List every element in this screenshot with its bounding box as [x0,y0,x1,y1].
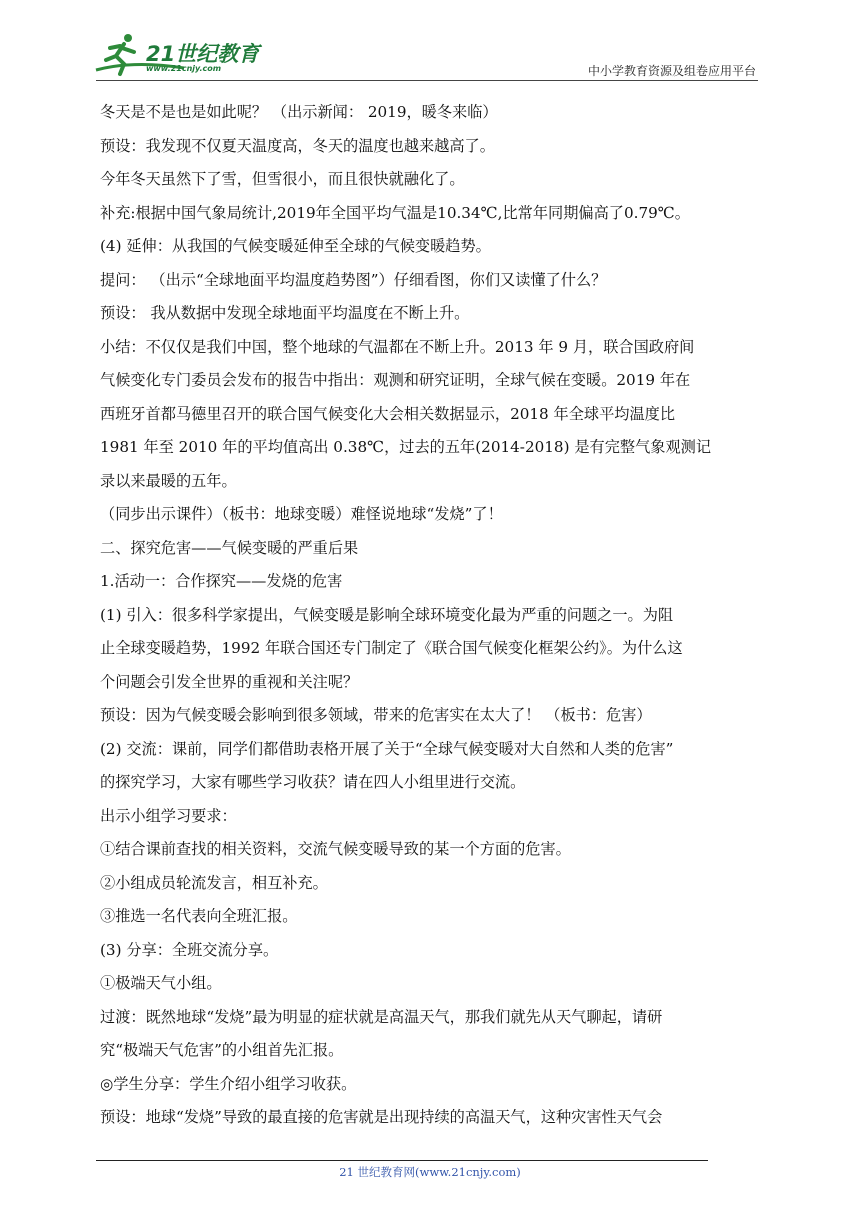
text-line: 录以来最暖的五年。 [100,471,237,490]
text-line: ①结合课前查找的相关资料，交流气候变暖导致的某一个方面的危害。 [100,840,571,858]
text-line: 预设：因为气候变暖会影响到很多领域，带来的危害实在太大了！ （板书：危害） [100,706,652,724]
text-line: (1) 引入：很多科学家提出，气候变暖是影响全球环境变化最为严重的问题之一。为阻 [100,605,674,624]
text-line: 预设： 我从数据中发现全球地面平均温度在不断上升。 [100,304,470,322]
text-line: 预设：地球“发烧”导致的最直接的危害就是出现持续的高温天气，这种灾害性天气会 [100,1108,663,1126]
page-header [0,0,860,80]
logo-text: 21世纪教育 [146,42,260,66]
text-line: 的探究学习，大家有哪些学习收获？请在四人小组里进行交流。 [100,773,526,791]
text-line: 冬天是不是也是如此呢？ （出示新闻： 2019，暖冬来临） [100,103,498,121]
page-footer: 21 世纪教育网(www.21cnjy.com) [339,1165,521,1179]
text-line: 补充:根据中国气象局统计,2019年全国平均气温是10.34℃,比常年同期偏高了0.79℃。 [100,203,690,222]
header-divider [96,80,758,81]
text-line: 过渡：既然地球“发烧”最为明显的症状就是高温天气，那我们就先从天气聊起，请研 [100,1007,663,1026]
text-line: ①极端天气小组。 [100,974,222,992]
text-line: 1981 年至 2010 年的平均值高出 0.38℃，过去的五年(2014-2018) 是有完整气象观测记 [100,438,712,456]
logo-url: www.21cnjy.com [146,64,222,73]
text-line: 1.活动一：合作探究——发烧的危害 [100,572,343,590]
section-heading: 二、探究危害——气候变暖的严重后果 [100,538,359,557]
text-line: ◎学生分享：学生介绍小组学习收获。 [100,1074,357,1093]
text-line: 个问题会引发全世界的重视和关注呢？ [100,672,359,691]
text-line: 出示小组学习要求： [100,806,237,825]
text-line: 预设：我发现不仅夏天温度高，冬天的温度也越来越高了。 [100,136,495,155]
text-line: （同步出示课件）（板书：地球变暖）难怪说地球“发烧”了！ [100,505,503,523]
text-line: ③推选一名代表向全班汇报。 [100,907,298,925]
text-line: (3) 分享：全班交流分享。 [100,940,279,959]
text-line: ②小组成员轮流发言，相互补充。 [100,873,328,892]
text-line: 究“极端天气危害”的小组首先汇报。 [100,1041,344,1059]
text-line: 提问： （出示“全球地面平均温度趋势图”）仔细看图，你们又读懂了什么？ [100,270,607,289]
footer-divider [96,1160,708,1161]
text-line: 气候变化专门委员会发布的报告中指出：观测和研究证明，全球气候在变暖。2019 年在 [100,371,691,389]
document-body [100,96,764,1135]
text-line: (4) 延伸：从我国的气候变暖延伸至全球的气候变暖趋势。 [100,237,491,255]
text-line: 小结：不仅仅是我们中国，整个地球的气温都在不断上升。2013 年 9 月，联合国政府间 [100,337,695,356]
text-line: 止全球变暖趋势，1992 年联合国还专门制定了《联合国气候变化框架公约》。为什么这 [100,639,683,657]
text-line: 今年冬天虽然下了雪，但雪很小，而且很快就融化了。 [100,170,465,188]
text-line: (2) 交流：课前，同学们都借助表格开展了关于“全球气候变暖对大自然和人类的危害” [100,739,674,758]
text-line: 西班牙首都马德里召开的联合国气候变化大会相关数据显示，2018 年全球平均温度比 [100,404,676,423]
platform-title: 中小学教育资源及组卷应用平台 [587,64,756,78]
